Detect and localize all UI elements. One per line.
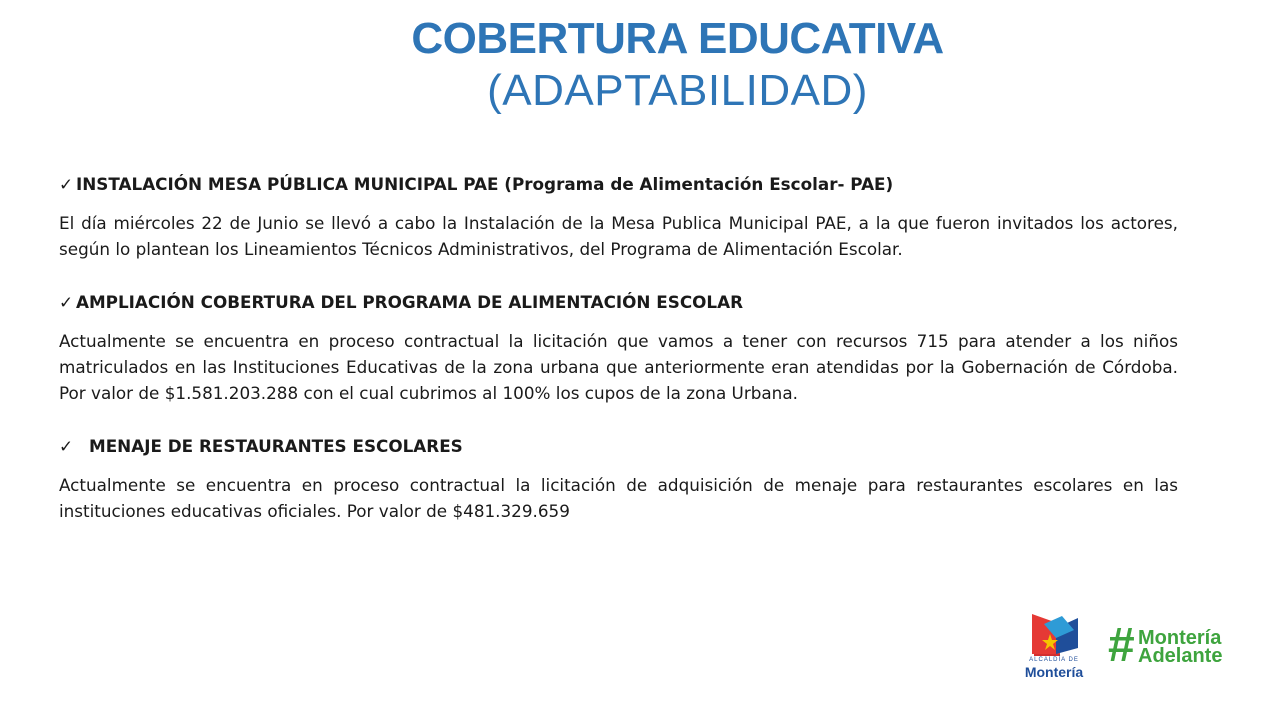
section-heading-ampliacion-cobertura	[59, 288, 1178, 316]
hashtag-line-2: Adelante	[1138, 645, 1223, 667]
section-paragraph-mesa-publica: El día miércoles 22 de Junio se llevó a cabo la Instalación de la Mesa Publica Municipal PAE, a la que fueron invitados los actores, según lo plantean los Lineamientos Técnicos Administrativos, del Programa de Alimentación Escolar.	[59, 213, 1178, 259]
checkmark-icon: ✓	[59, 436, 74, 456]
alcaldia-logo-small-text: ALCALDÍA DE	[1029, 657, 1079, 663]
section-paragraph-ampliacion-cobertura: Actualmente se encuentra en proceso contractual la licitación que vamos a tener con recursos 715 para atender a los niños matriculados en las Instituciones Educativas de la zona urbana que anteriormente eran atendidas por la Gobernación de Córdoba. Por valor de $1.581.203.288 con el cual cubrimos al 100% los cupos de la zona Urbana.	[59, 331, 1178, 403]
page-title: COBERTURA EDUCATIVA	[411, 14, 944, 63]
section-paragraph-menaje: Actualmente se encuentra en proceso contractual la licitación de adquisición de menaje para restaurantes escolares en las instituciones educativas oficiales. Por valor de $481.329.659	[59, 475, 1178, 521]
alcaldia-logo-city-text: Montería	[1024, 664, 1084, 680]
checkmark-icon: ✓	[59, 174, 74, 194]
hashtag-icon: #	[1108, 619, 1135, 672]
section-heading-mesa-publica	[59, 170, 1178, 198]
checkmark-icon: ✓	[59, 292, 74, 312]
monteria-adelante-logo	[1108, 619, 1258, 672]
page-subtitle: (ADAPTABILIDAD)	[487, 66, 868, 115]
title-block	[0, 12, 1280, 116]
section-heading-text: AMPLIACIÓN COBERTURA DEL PROGRAMA DE ALIMENTACIÓN ESCOLAR	[76, 292, 744, 312]
hashtag-line-1: Montería	[1138, 627, 1222, 649]
section-heading-menaje	[59, 432, 1178, 460]
section-heading-text: INSTALACIÓN MESA PÚBLICA MUNICIPAL PAE (Programa de Alimentación Escolar- PAE)	[76, 174, 894, 194]
section-heading-text: MENAJE DE RESTAURANTES ESCOLARES	[89, 436, 463, 456]
content-body	[59, 170, 1178, 524]
